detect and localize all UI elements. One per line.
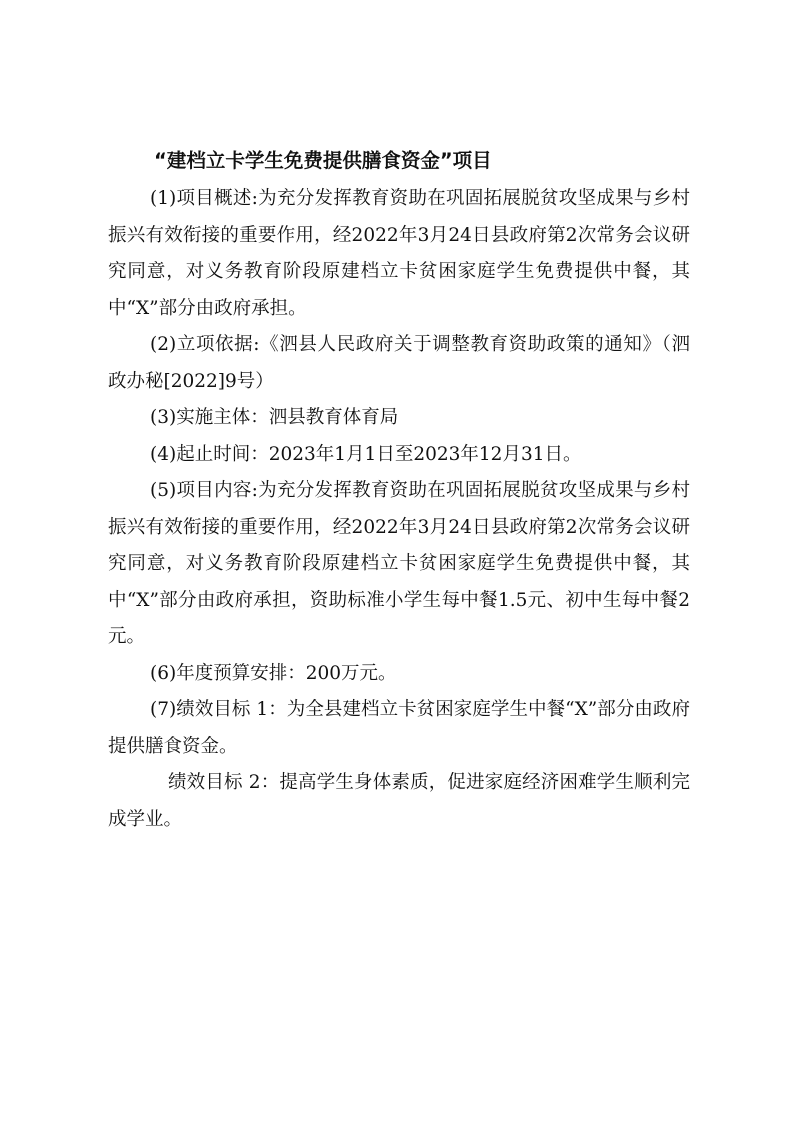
paragraph-goal-2: 绩效目标 2：提高学生身体素质，促进家庭经济困难学生顺利完成学业。	[108, 772, 690, 830]
paragraph-basis: (2)立项依据:《泗县人民政府关于调整教育资助政策的通知》（泗政办秘[2022]9号）	[108, 334, 690, 392]
paragraph-period: (4)起止时间：2023年1月1日至2023年12月31日。	[150, 443, 582, 465]
document-body	[108, 145, 690, 838]
paragraph-overview: (1)项目概述:为充分发挥教育资助在巩固拓展脱贫攻坚成果与乡村振兴有效衔接的重要作用，经2022年3月24日县政府第2次常务会议研究同意，对义务教育阶段原建档立卡贫困家庭学生免费提供中餐，其中“X”部分由政府承担。	[108, 188, 690, 319]
paragraph-goal-1: (7)绩效目标 1：为全县建档立卡贫困家庭学生中餐“X”部分由政府提供膳食资金。	[108, 699, 690, 757]
paragraph-budget: (6)年度预算安排：200万元。	[150, 662, 397, 684]
paragraph-content: (5)项目内容:为充分发挥教育资助在巩固拓展脱贫攻坚成果与乡村振兴有效衔接的重要作用，经2022年3月24日县政府第2次常务会议研究同意，对义务教育阶段原建档立卡贫困家庭学生免费提供中餐，其中“X”部分由政府承担，资助标准小学生每中餐1.5元、初中生每中餐2元。	[108, 480, 690, 647]
document-title: “建档立卡学生免费提供膳食资金”项目	[154, 149, 492, 172]
paragraph-implementer: (3)实施主体：泗县教育体育局	[150, 407, 399, 428]
